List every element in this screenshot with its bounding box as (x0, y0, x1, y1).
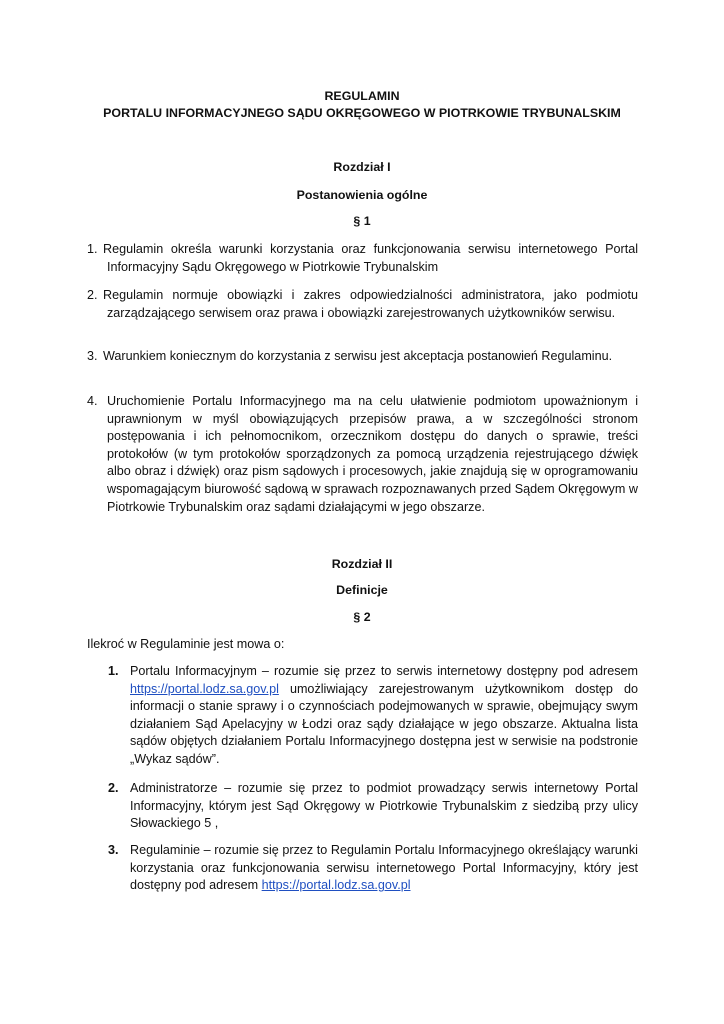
section-1-mark: § 1 (353, 214, 371, 228)
item-text-before: Regulaminie – rozumie się przez to Regulamin Portalu Informacyjnego określający warunki korzystania oraz funkcjonowania serwisu internetowego Portal Informacyjny, który jest dostępny pod adresem (130, 843, 638, 893)
section-2-mark: § 2 (353, 610, 371, 624)
item-text: Administratorze – rozumie się przez to podmiot prowadzący serwis internetowy Portal Informacyjny, którym jest Sąd Okręgowy w Piotrkowie Trybunalskim z siedzibą przy ulicy Słowackiego 5 , (130, 781, 638, 831)
item-number: 3. (108, 843, 119, 857)
item-text (108, 663, 638, 769)
item-text: Warunkiem koniecznym do korzystania z serwisu jest akceptacja postanowień Regulaminu. (103, 349, 613, 363)
chapter-1-heading: Rozdział I (333, 160, 391, 174)
definition-item-3 (108, 842, 638, 895)
ch1-item-4 (87, 393, 638, 516)
item-number: 3. (87, 349, 98, 363)
chapter-1-subheading: Postanowienia ogólne (296, 188, 428, 202)
definitions-intro: Ilekroć w Regulaminie jest mowa o: (87, 637, 285, 651)
ch1-item-2 (87, 287, 638, 322)
document-title: REGULAMIN (324, 89, 400, 103)
item-number: 2. (87, 288, 98, 302)
definition-item-2 (108, 780, 638, 833)
item-number: 1. (108, 664, 119, 678)
definition-item-1 (108, 663, 638, 769)
item-text: Uruchomienie Portalu Informacyjnego ma na celu ułatwienie podmiotom upoważnionym i uprawnionym w myśl obowiązujących przepisów prawa, a w szczególności stronom postępowania i ich pełnomocnikom, orzecznikom dostępu do danych o sprawie, treści protokołów (w tym protokołów sporządzonych za pomocą urządzenia rejestrującego dźwięk albo obraz i dźwięk) oraz pism sądowych i procesowych, jakie znajdują się w oprogramowaniu wspomagającym biurowość sądową w sprawach rozpoznawanych przed Sądem Okręgowym w Piotrkowie Trybunalskim oraz sądami działającymi w jego obszarze. (107, 394, 638, 514)
chapter-2-heading: Rozdział II (331, 557, 393, 571)
item-number: 1. (87, 242, 98, 256)
portal-link[interactable]: https://portal.lodz.sa.gov.pl (261, 878, 411, 893)
ch1-item-1 (87, 241, 638, 276)
ch1-item-3 (87, 348, 638, 366)
item-number: 2. (108, 781, 119, 795)
item-text-before: Portalu Informacyjnym – rozumie się przez to serwis internetowy dostępny pod adresem (130, 664, 638, 678)
item-text: Regulamin normuje obowiązki i zakres odpowiedzialności administratora, jako podmiotu zarządzającego serwisem oraz prawa i obowiązki zarejestrowanych użytkowników serwisu. (103, 288, 638, 320)
item-text: Regulamin określa warunki korzystania oraz funkcjonowania serwisu internetowego Portal Informacyjny Sądu Okręgowego w Piotrkowie Trybunalskim (103, 242, 638, 274)
item-text-after: umożliwiający zarejestrowanym użytkownikom dostęp do informacji o stanie sprawy i o czynnościach podejmowanych w sprawie, obejmujący swym działaniem Sąd Apelacyjny w Łodzi oraz sądy działające w jego obszarze. Aktualna lista sądów objętych działaniem Portalu Informacyjnego dostępna jest w serwisie na podstronie „Wykaz sądów”. (130, 681, 638, 766)
portal-link[interactable]: https://portal.lodz.sa.gov.pl (130, 681, 279, 696)
item-number: 4. (87, 394, 98, 408)
chapter-2-subheading: Definicje (336, 583, 388, 597)
document-subtitle: PORTALU INFORMACYJNEGO SĄDU OKRĘGOWEGO W PIOTRKOWIE TRYBUNALSKIM (103, 106, 621, 120)
item-text (108, 842, 638, 895)
